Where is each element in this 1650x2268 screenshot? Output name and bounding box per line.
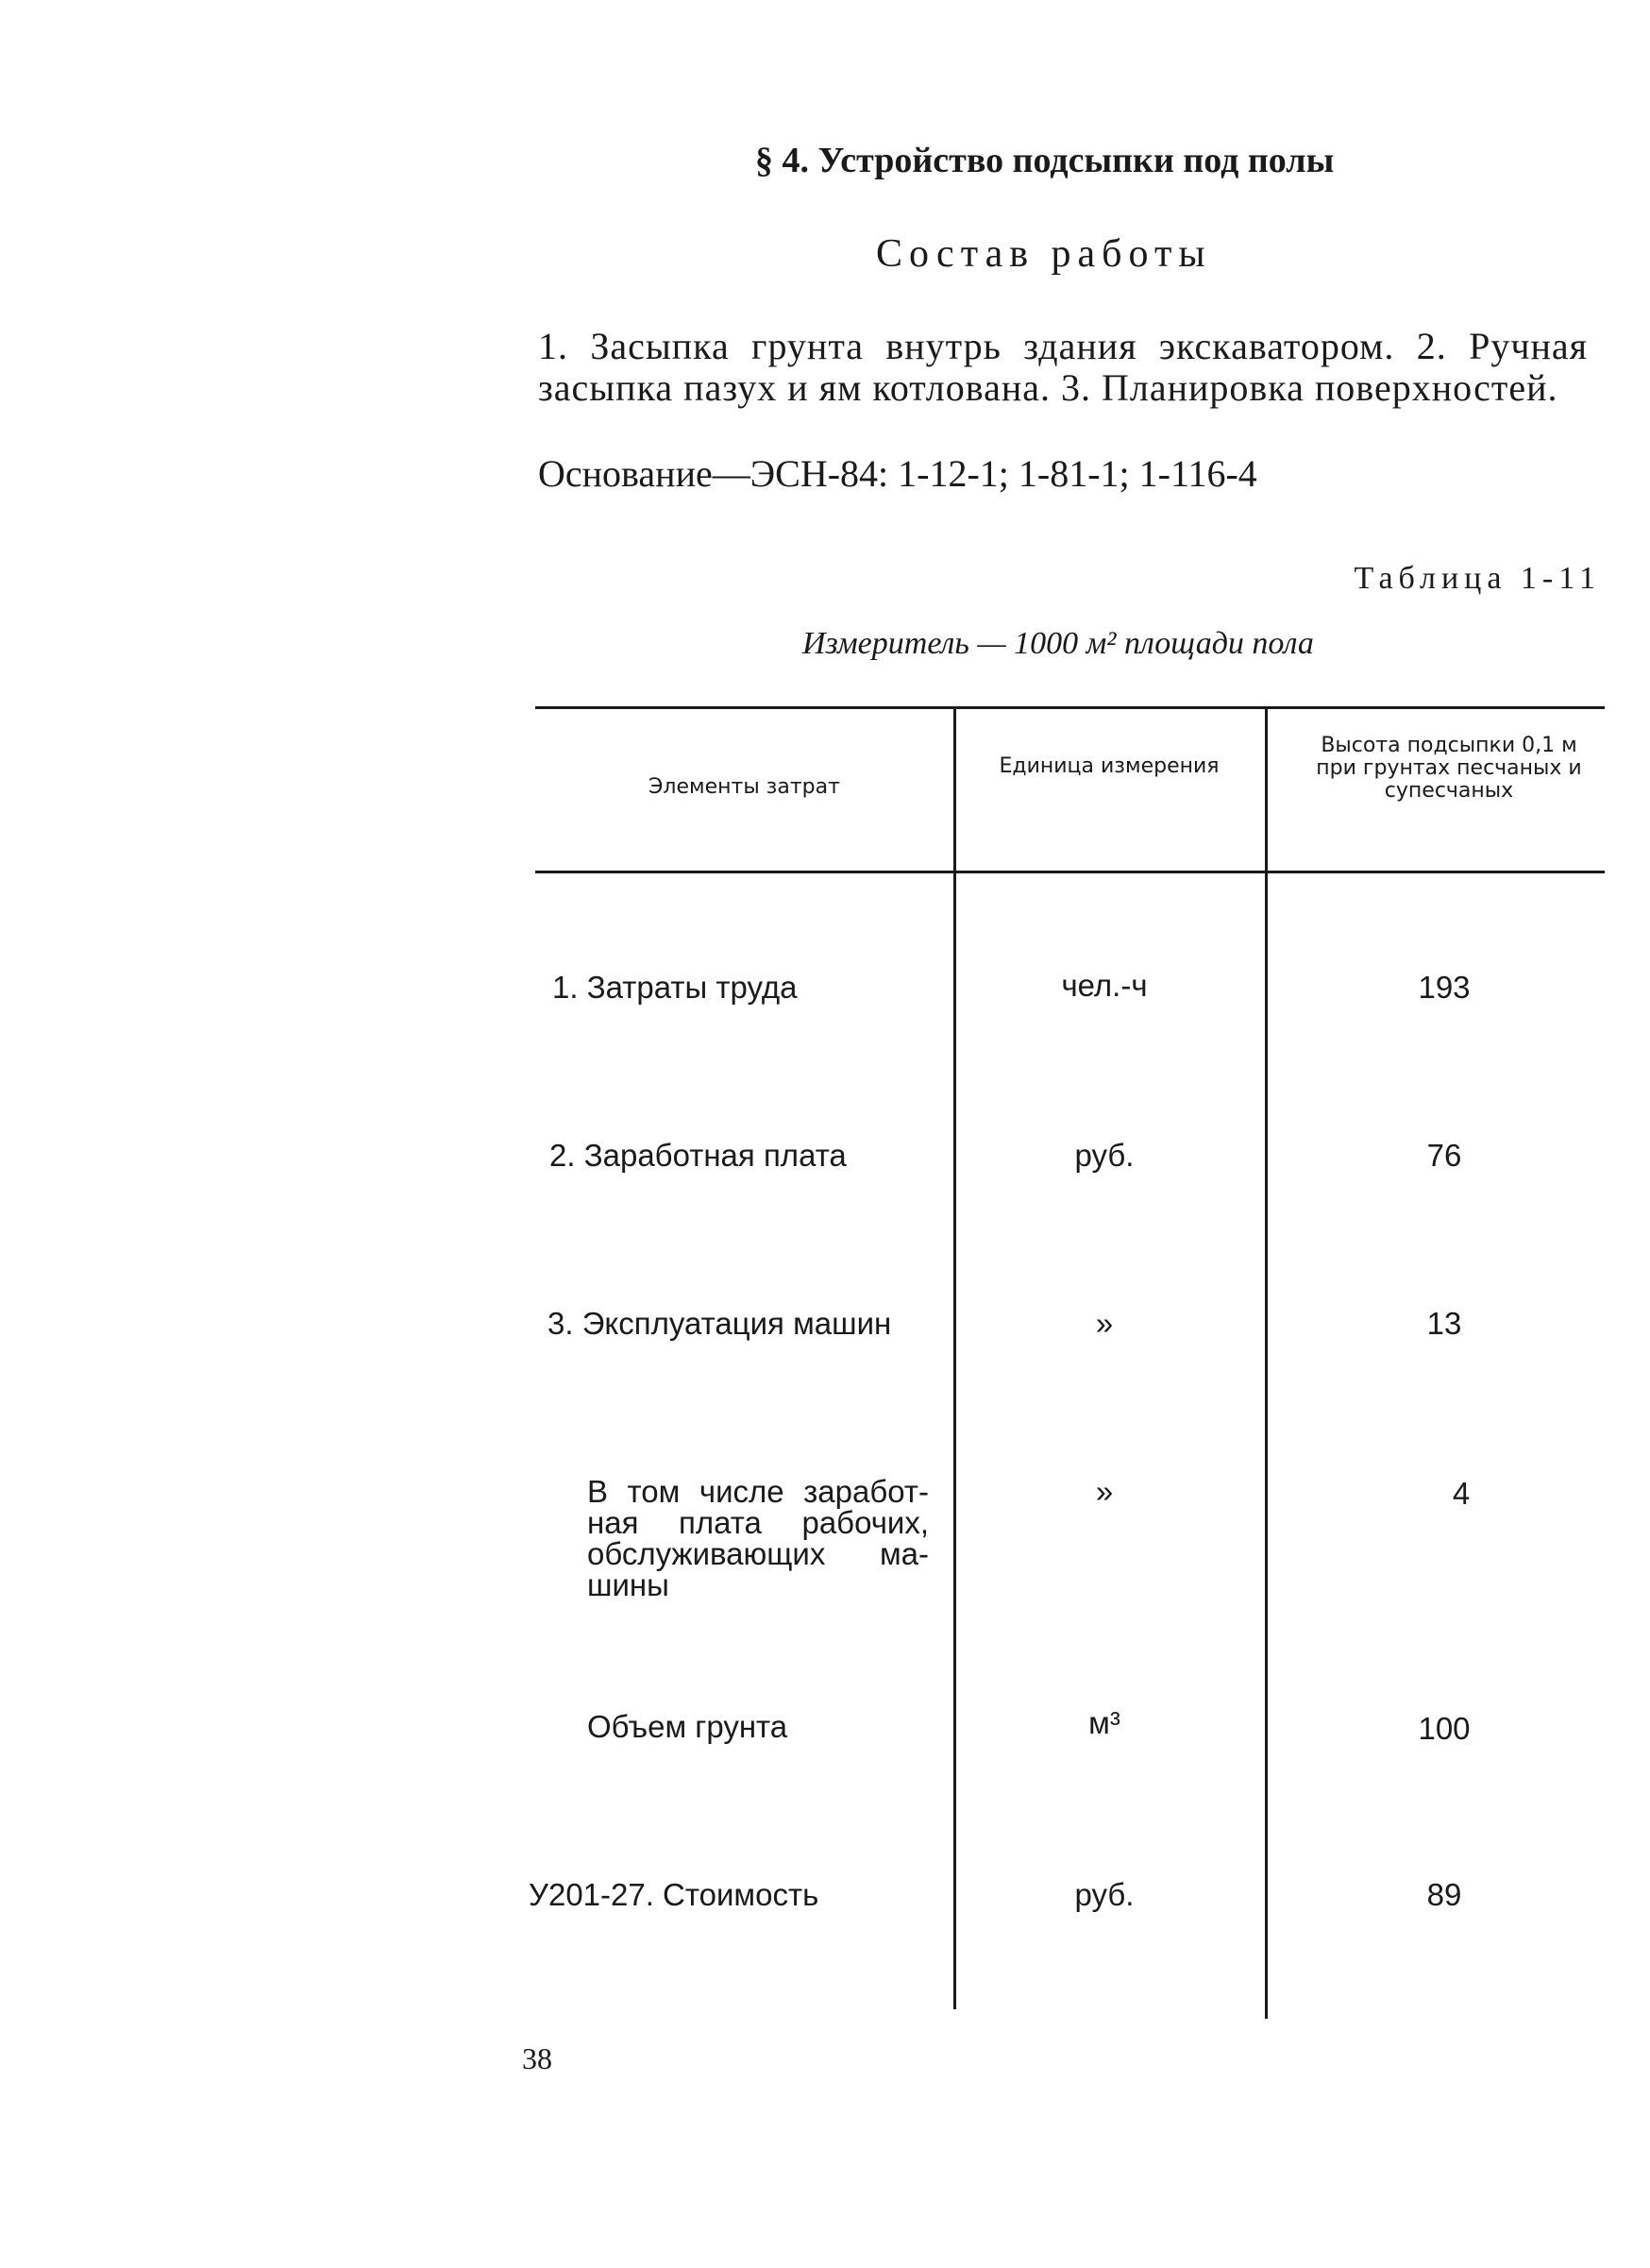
- table-column-divider-1: [953, 706, 956, 2009]
- row-4-unit: »: [1095, 1474, 1114, 1509]
- row-1-label: 1. Затраты труда: [552, 970, 798, 1005]
- row-3-label: 3. Эксплуатация машин: [547, 1306, 892, 1341]
- row-2-value: 76: [1426, 1138, 1462, 1173]
- row-4-label: В том числе заработная плата рабочих, обслуживающих машины: [587, 1474, 929, 1602]
- row-5-label: Объем грунта: [587, 1709, 788, 1744]
- row-3-value: 13: [1426, 1306, 1462, 1341]
- row-1-value: 193: [1418, 970, 1471, 1005]
- row-2-label: 2. Заработная плата: [549, 1138, 847, 1173]
- page-number: 38: [522, 2041, 552, 2075]
- table-column-divider-2: [1265, 706, 1268, 2019]
- row-5-unit: м³: [1088, 1705, 1120, 1740]
- table-label: Таблица 1-11: [1354, 561, 1601, 596]
- basis-reference: Основание—ЭСН-84: 1-12-1; 1-81-1; 1-116-4: [538, 452, 1257, 495]
- header-elements: Элементы затрат: [648, 775, 840, 799]
- table-measurer: Измеритель — 1000 м² площади пола: [802, 626, 1314, 661]
- row-1-unit: чел.-ч: [1061, 968, 1148, 1003]
- table-top-rule: [535, 706, 1605, 709]
- table-header-rule: [535, 871, 1605, 873]
- row-2-unit: руб.: [1074, 1138, 1135, 1173]
- row-5-value: 100: [1418, 1711, 1471, 1746]
- row-6-label: У201-27. Стоимость: [529, 1877, 819, 1912]
- header-unit: Единица измерения: [999, 754, 1220, 778]
- row-6-value: 89: [1426, 1877, 1462, 1912]
- section-heading: § 4. Устройство подсыпки под полы: [755, 141, 1335, 180]
- header-value: Высота подсыпки 0,1 м при грунтах песчаных и супесчаных: [1316, 734, 1582, 803]
- row-3-unit: »: [1095, 1306, 1114, 1341]
- section-subheading: Состав работы: [876, 232, 1212, 276]
- work-description: 1. Засыпка грунта внутрь здания экскаватором. 2. Ручная засыпка пазух и ям котлована. 3. Планировка поверхностей.: [538, 325, 1588, 409]
- row-4-value: 4: [1452, 1476, 1471, 1511]
- row-6-unit: руб.: [1074, 1877, 1135, 1912]
